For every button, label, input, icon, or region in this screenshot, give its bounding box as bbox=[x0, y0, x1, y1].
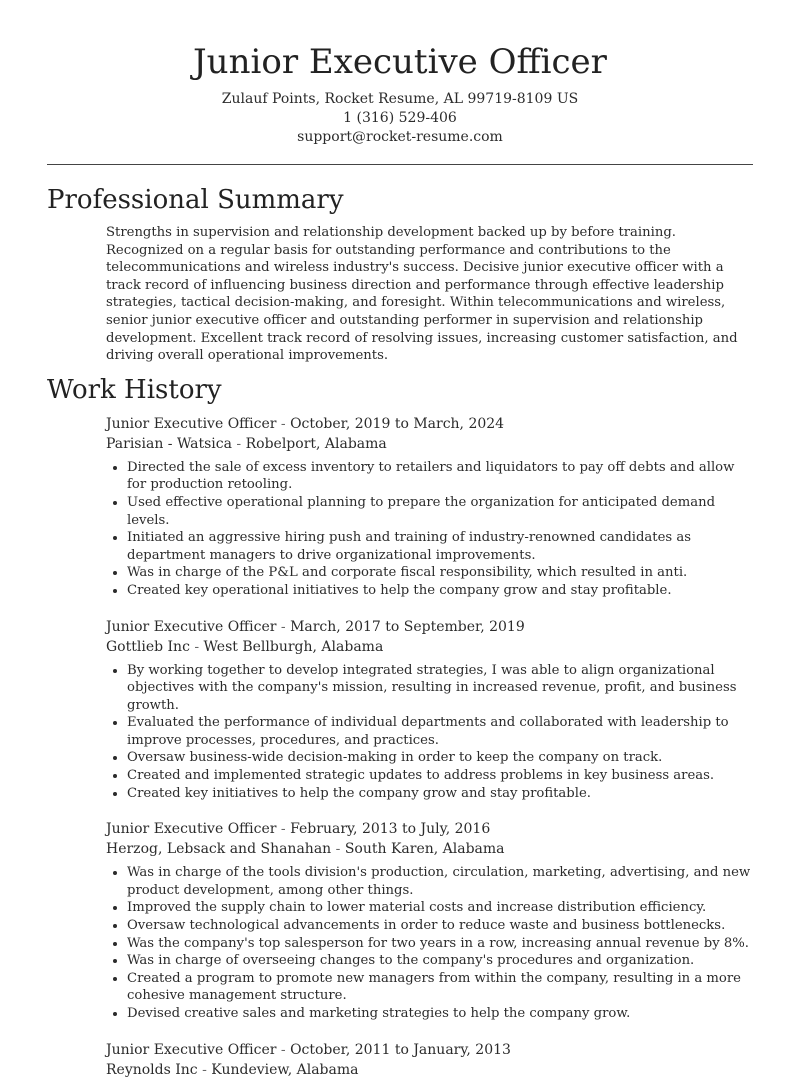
job-bullet: • Initiated an aggressive hiring push and training of industry-renowned candidates as department managers to drive organizational improvements. bbox=[127, 529, 753, 564]
job-position: Junior Executive Officer bbox=[106, 618, 277, 635]
job-dates: February, 2013 to July, 2016 bbox=[290, 821, 491, 838]
header-divider bbox=[47, 164, 753, 165]
summary-text: Strengths in supervision and relationship development backed up by before training. Recognized on a regular basis for outstanding performance and contributions to the telecommunications and wireless industry's success. Decisive junior executive officer with a track record of influencing business direction and performance through effective leadership strategies, tactical decision-making, and foresight. Within telecommunications and wireless, senior junior executive officer and outstanding performer in supervision and relationship development. Excellent track record of resolving issues, increasing customer satisfaction, and driving overall operational improvements. bbox=[106, 225, 738, 364]
job-bullet: • Oversaw technological advancements in order to reduce waste and business bottlenecks. bbox=[127, 917, 753, 935]
job-title-line bbox=[106, 414, 753, 434]
separator: - bbox=[202, 1061, 207, 1078]
job-position: Junior Executive Officer bbox=[106, 415, 277, 432]
job-company: Herzog, Lebsack and Shanahan bbox=[106, 841, 332, 858]
job-bullet: • Evaluated the performance of individual departments and collaborated with leadership to improve processes, procedures, and practices. bbox=[127, 714, 753, 749]
job-location: South Karen, Alabama bbox=[344, 841, 505, 858]
job-bullet: • Was the company's top salesperson for two years in a row, increasing annual revenue by 8%. bbox=[127, 935, 753, 953]
job-company-line bbox=[106, 1060, 753, 1080]
contact-phone: 1 (316) 529-406 bbox=[343, 110, 457, 126]
job-bullet: • Devised creative sales and marketing strategies to help the company grow. bbox=[127, 1005, 753, 1023]
separator: - bbox=[335, 841, 341, 858]
job-entry bbox=[106, 1040, 753, 1080]
job-position: Junior Executive Officer bbox=[106, 1041, 277, 1058]
summary-heading: Professional Summary bbox=[47, 185, 344, 215]
contact-address: Zulauf Points, Rocket Resume, AL 99719-8109 US bbox=[221, 91, 579, 107]
job-bullet: • Created key operational initiatives to help the company grow and stay profitable. bbox=[127, 582, 753, 600]
job-dates: March, 2017 to September, 2019 bbox=[290, 618, 525, 635]
job-dates: October, 2011 to January, 2013 bbox=[290, 1041, 511, 1058]
separator: - bbox=[236, 435, 242, 452]
resume-header bbox=[0, 0, 800, 147]
job-location: Kundeview, Alabama bbox=[211, 1061, 359, 1078]
job-bullet: • Improved the supply chain to lower material costs and increase distribution efficiency. bbox=[127, 899, 753, 917]
job-bullet: • Used effective operational planning to prepare the organization for anticipated demand levels. bbox=[127, 494, 753, 529]
job-company: Parisian - Watsica bbox=[106, 435, 232, 452]
job-location: West Bellburgh, Alabama bbox=[203, 638, 384, 655]
job-bullet: • Oversaw business-wide decision-making in order to keep the company on track. bbox=[127, 749, 753, 767]
separator: - bbox=[280, 1041, 286, 1058]
job-title-line bbox=[106, 819, 753, 839]
job-bullets bbox=[106, 864, 753, 1022]
job-company-line bbox=[106, 637, 753, 657]
job-bullet: • Created a program to promote new managers from within the company, resulting in a more cohesive management structure. bbox=[127, 970, 753, 1005]
job-bullet: • Created key initiatives to help the company grow and stay profitable. bbox=[127, 785, 753, 803]
job-entry bbox=[106, 617, 753, 803]
job-title-line bbox=[106, 617, 753, 637]
job-bullets bbox=[106, 459, 753, 600]
separator: - bbox=[280, 415, 286, 432]
job-company-line bbox=[106, 839, 753, 859]
job-bullet: • Directed the sale of excess inventory to retailers and liquidators to pay off debts and allow for production retooling. bbox=[127, 459, 753, 494]
separator: - bbox=[194, 638, 200, 655]
job-dates: October, 2019 to March, 2024 bbox=[290, 415, 505, 432]
job-title-line bbox=[106, 1040, 753, 1060]
job-entry bbox=[106, 819, 753, 1022]
job-location: Robelport, Alabama bbox=[245, 435, 387, 452]
separator: - bbox=[280, 618, 286, 635]
job-entry bbox=[106, 414, 753, 600]
job-company: Gottlieb Inc bbox=[106, 638, 190, 655]
job-bullet: • By working together to develop integrated strategies, I was able to align organizational objectives with the company's mission, resulting in increased revenue, profit, and business growth. bbox=[127, 662, 753, 715]
job-bullet: • Was in charge of overseeing changes to the company's procedures and organization. bbox=[127, 952, 753, 970]
contact-email: support@rocket-resume.com bbox=[297, 129, 503, 145]
job-company-line bbox=[106, 434, 753, 454]
separator: - bbox=[280, 821, 286, 838]
job-bullet: • Was in charge of the P&L and corporate fiscal responsibility, which resulted in anti. bbox=[127, 564, 753, 582]
contact-block bbox=[0, 90, 800, 147]
job-bullets bbox=[106, 662, 753, 803]
candidate-name: Junior Executive Officer bbox=[193, 42, 607, 82]
job-company: Reynolds Inc bbox=[106, 1061, 198, 1078]
job-bullet: • Was in charge of the tools division's production, circulation, marketing, advertising, and new product development, among other things. bbox=[127, 864, 753, 899]
job-bullet: • Created and implemented strategic updates to address problems in key business areas. bbox=[127, 767, 753, 785]
job-position: Junior Executive Officer bbox=[106, 821, 277, 838]
work-history-heading: Work History bbox=[47, 374, 222, 405]
work-history-list bbox=[0, 414, 800, 1080]
